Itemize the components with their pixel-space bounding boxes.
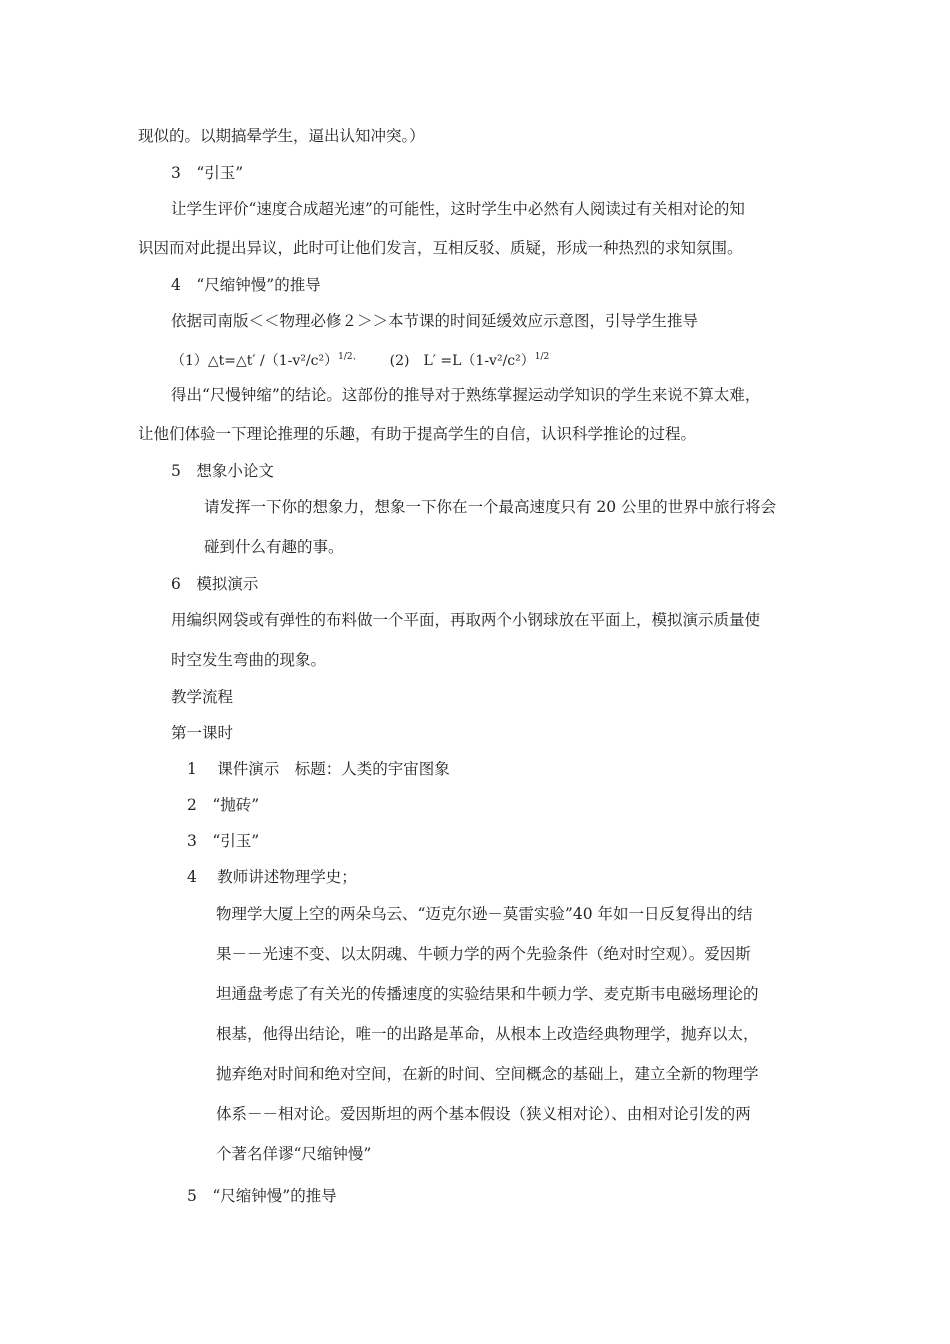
text-line: 体系－－相对论。爱因斯坦的两个基本假设（狭义相对论）、由相对论引发的两 <box>216 1105 751 1123</box>
section-heading: 6 模拟演示 <box>171 575 259 593</box>
text-line: 时空发生弯曲的现象。 <box>171 651 327 669</box>
section-title: 第一课时 <box>171 724 234 742</box>
list-item: 3 “引玉” <box>187 832 260 850</box>
text-line: 请发挥一下你的想象力，想象一下你在一个最高速度只有 20 公里的世界中旅行将会 <box>204 498 777 516</box>
formula-2-exponent: 1/2 <box>534 352 550 362</box>
section-heading: 3 “引玉” <box>171 164 244 182</box>
text-line: 识因而对此提出异议，此时可让他们发言，互相反驳、质疑，形成一种热烈的求知氛围。 <box>138 239 743 257</box>
text-line: 用编织网袋或有弹性的布料做一个平面，再取两个小钢球放在平面上，模拟演示质量使 <box>171 611 761 629</box>
text-line: 物理学大厦上空的两朵乌云、“迈克尔逊－莫雷实验”40 年如一日反复得出的结 <box>216 905 753 923</box>
list-item: 4 教师讲述物理学史； <box>187 868 357 886</box>
section-heading: 5 想象小论文 <box>171 462 274 480</box>
text-line: 抛弃绝对时间和绝对空间，在新的时间、空间概念的基础上，建立全新的物理学 <box>216 1065 759 1083</box>
text-line: 坦通盘考虑了有关光的传播速度的实验结果和牛顿力学、麦克斯韦电磁场理论的 <box>216 985 759 1003</box>
text-line: 根基，他得出结论，唯一的出路是革命，从根本上改造经典物理学，抛弃以太， <box>216 1025 759 1043</box>
formula-1-exponent: 1/2、 <box>338 352 362 362</box>
section-heading: 4 “尺缩钟慢”的推导 <box>171 276 321 294</box>
list-item: 2 “抛砖” <box>187 796 260 814</box>
text-line: 得出“尺慢钟缩”的结论。这部份的推导对于熟练掌握运动学知识的学生来说不算太难， <box>171 386 761 404</box>
text-line: 果－－光速不变、以太阴魂、牛顿力学的两个先验条件（绝对时空观）。爱因斯 <box>216 945 751 963</box>
formula-line <box>171 347 549 371</box>
text-line: 个著名佯谬“尺缩钟慢” <box>216 1145 372 1163</box>
list-item: 5 “尺缩钟慢”的推导 <box>187 1187 337 1205</box>
text-line: 让学生评价“速度合成超光速”的可能性，这时学生中必然有人阅读过有关相对论的知 <box>171 200 745 218</box>
text-line: 现似的。以期搞晕学生，逼出认知冲突。） <box>138 127 425 145</box>
text-line: 碰到什么有趣的事。 <box>204 538 344 556</box>
list-item: 1 课件演示 标题：人类的宇宙图象 <box>187 760 450 778</box>
section-title: 教学流程 <box>171 688 234 706</box>
formula-1: （1）△t=△t′ /（1-v²/c²） <box>171 353 339 369</box>
formula-2-label: (2) <box>389 353 410 369</box>
formula-2: L′ =L（1-v²/c²） <box>423 353 535 369</box>
text-line: 依据司南版＜＜物理必修２＞＞本节课的时间延缓效应示意图，引导学生推导 <box>171 312 699 330</box>
text-line: 让他们体验一下理论推理的乐趣，有助于提高学生的自信，认识科学推论的过程。 <box>138 425 697 443</box>
